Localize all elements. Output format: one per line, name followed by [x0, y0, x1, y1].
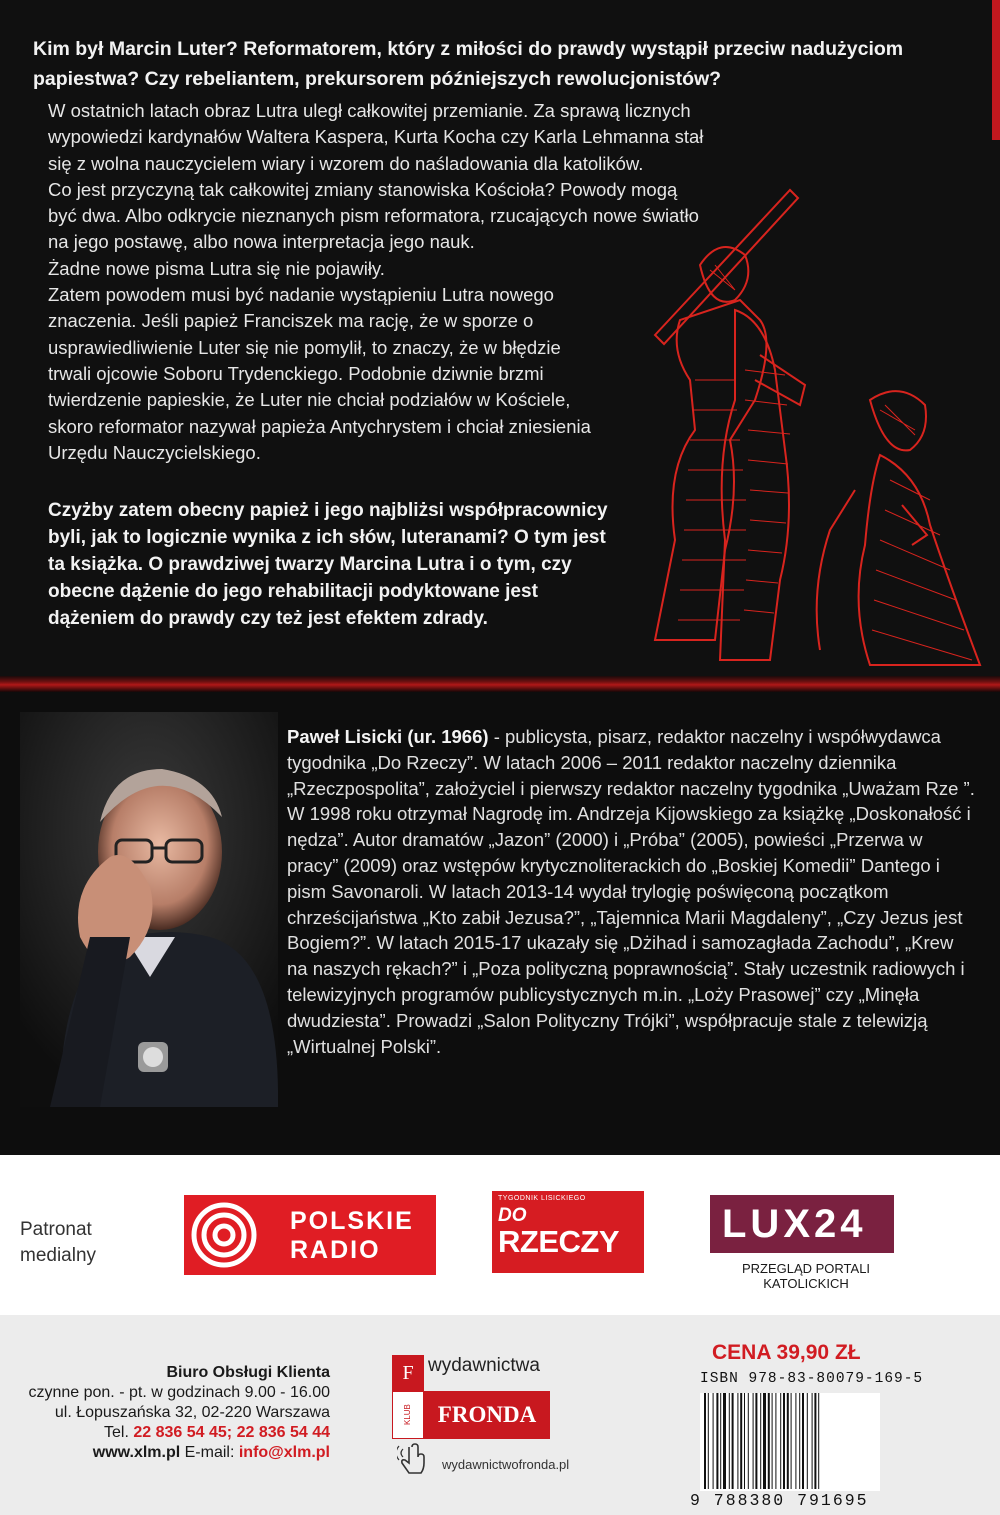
- barcode-bar: [753, 1393, 754, 1489]
- barcode-bar: [780, 1393, 781, 1489]
- book-description: [0, 0, 1000, 680]
- barcode-bar: [802, 1393, 804, 1489]
- section-separator: [0, 676, 1000, 692]
- barcode-bar: [783, 1393, 785, 1489]
- website-link[interactable]: www.xlm.pl: [92, 1444, 181, 1461]
- footer: [0, 1315, 1000, 1515]
- do-rzeczy-tagline: TYGODNIK LISICKIEGO: [498, 1195, 586, 1202]
- author-name: Paweł Lisicki (ur. 1966): [287, 726, 489, 747]
- barcode-bar: [787, 1393, 789, 1489]
- phone-label: Tel.: [104, 1424, 134, 1441]
- email-label: E-mail:: [180, 1444, 239, 1461]
- barcode-bar: [812, 1393, 813, 1489]
- author-photo: [20, 712, 278, 1107]
- do-rzeczy-do: DO: [498, 1205, 527, 1226]
- fronda-f-mark: F: [392, 1355, 424, 1391]
- barcode-bar: [748, 1393, 749, 1489]
- fronda-name: FRONDA: [424, 1391, 550, 1439]
- office-title: Biuro Obsługi Klienta: [166, 1364, 330, 1381]
- barcode-bar: [818, 1393, 819, 1489]
- pointing-hand-icon: [397, 1443, 427, 1479]
- radio-rings-icon: [184, 1195, 264, 1275]
- barcode-bar: [740, 1393, 742, 1489]
- closing-statement: Czyżby zatem obecny papież i jego najbliżsi współpracownicy byli, jak to logicznie wynika z ich słów, luteranami? O tym jest ta książka. O prawdziwej twarzy Marcina Lutra i o tym, czy obecne dążenie do jego rehabilitacji podyktowane jest dążeniem do prawdy czy też jest efektem zdrady.: [48, 500, 608, 629]
- paragraph: W ostatnich latach obraz Lutra uległ całkowitej przemianie. Za sprawą licznych wypowiedzi kardynałów Waltera Kaspera, Kurta Kocha czy Karla Lehmanna stał się z wolna nauczycielem wiary i wzorem do naśladowania dla katolików.: [48, 100, 704, 174]
- barcode: [700, 1393, 880, 1491]
- author-bio: [287, 724, 977, 1059]
- phone-numbers[interactable]: 22 836 54 45; 22 836 54 44: [133, 1424, 330, 1441]
- lux24-subtitle: PRZEGLĄD PORTALI KATOLICKICH: [741, 1261, 871, 1291]
- patron-label: [20, 1217, 130, 1269]
- barcode-bar: [704, 1393, 706, 1489]
- lux24-name: LUX24: [722, 1202, 867, 1246]
- isbn: ISBN 978-83-80079-169-5: [700, 1371, 924, 1387]
- barcode-bar: [732, 1393, 734, 1489]
- barcode-bar: [775, 1393, 776, 1489]
- customer-service: [2, 1363, 330, 1463]
- barcode-bar: [708, 1393, 709, 1489]
- polskie-radio-line: POLSKIE: [290, 1207, 414, 1235]
- barcode-bar: [799, 1393, 800, 1489]
- barcode-bar: [720, 1393, 721, 1489]
- polskie-radio-name: [290, 1207, 414, 1265]
- paragraph: Co jest przyczyną tak całkowitej zmiany stanowiska Kościoła? Powody mogą być dwa. Albo odkrycie nieznanych pism reformatora, rzucających nowe światło na jego postawę, albo nowa interpretacja jego nauk.: [48, 178, 699, 253]
- barcode-bar: [737, 1393, 738, 1489]
- barcode-bar: [768, 1393, 770, 1489]
- barcode-bar: [791, 1393, 792, 1489]
- description-body: [48, 98, 708, 466]
- do-rzeczy-rzeczy: RZECZY: [498, 1224, 619, 1259]
- polskie-radio-line: RADIO: [290, 1236, 381, 1264]
- patron-label-line: Patronat: [20, 1219, 92, 1240]
- barcode-bar: [729, 1393, 730, 1489]
- fronda-url[interactable]: wydawnictwofronda.pl: [442, 1457, 570, 1472]
- barcode-bar: [763, 1393, 766, 1489]
- price: CENA 39,90 ZŁ: [712, 1341, 861, 1364]
- office-web: [2, 1443, 330, 1463]
- media-patrons: [0, 1155, 1000, 1315]
- paragraph: Żadne nowe pisma Lutra się nie pojawiły.: [48, 257, 385, 279]
- barcode-bar: [713, 1393, 714, 1489]
- fronda-klub: KLUB: [392, 1391, 424, 1439]
- office-hours: czynne pon. - pt. w godzinach 9.00 - 16.00: [28, 1384, 330, 1401]
- author-section: [0, 692, 1000, 1150]
- patron-label-line: medialny: [20, 1245, 97, 1266]
- barcode-bar: [760, 1393, 761, 1489]
- barcode-digits: 9 788380 791695: [690, 1491, 869, 1510]
- barcode-bar: [755, 1393, 757, 1489]
- barcode-bar: [716, 1393, 718, 1489]
- barcode-bar: [807, 1393, 808, 1489]
- barcode-bar: [814, 1393, 816, 1489]
- barcode-bar: [795, 1393, 796, 1489]
- paragraph: Zatem powodem musi być nadanie wystąpieniu Lutra nowego znaczenia. Jeśli papież Franciszek ma rację, że w sporze o usprawiedliwienie Luter się nie pomylił, to znaczy, że w błędzie trwali ojcowie Soboru Trydenckiego. Podobnie dziwnie brzmi twierdzenie papieskie, że Luter nie chciał podziałów w Kościele, skoro reformator nazywał papieża Antychrystem i chciał zniesienia Urzędu Nauczycielskiego.: [48, 284, 591, 463]
- email-link[interactable]: info@xlm.pl: [238, 1444, 330, 1461]
- office-address: ul. Łopuszańska 32, 02-220 Warszawa: [54, 1404, 330, 1421]
- office-phone: [2, 1423, 330, 1443]
- barcode-bar: [723, 1393, 726, 1489]
- barcode-bar: [772, 1393, 773, 1489]
- fronda-wydawnictwa: wydawnictwa: [428, 1355, 540, 1376]
- lead-question: Kim był Marcin Luter? Reformatorem, który z miłości do prawdy wystąpił przeciw nadużyciom papiestwa? Czy rebeliantem, prekursorem późniejszych rewolucjonistów?: [33, 38, 904, 90]
- author-bio-text: - publicysta, pisarz, redaktor naczelny i współwydawca tygodnika „Do Rzeczy”. W latach 2006 – 2011 redaktor naczelny dziennika „Rzeczpospolita”, założyciel i pierwszy redaktor naczelny tygodnika „Uważam Rze ”. W 1998 roku otrzymał Nagrodę im. Andrzeja Kijowskiego za książkę „Doskonałość i nędza”. Autor dramatów „Jazon” (2000) i „Próba” (2005), powieści „Przerwa w pracy” (2009) oraz wstępów krytycznoliterackich do „Boskiej Komedii” Dantego i pism Savonaroli. W latach 2013-14 wydał trylogię poświęconą początkom chrześcijaństwa „Kto zabił Jezusa?”, „Tajemnica Marii Magdaleny”, „Czy Jezus jest Bogiem?”. W latach 2015-17 ukazały się „Dżihad i samozagłada Zachodu”, „Krew na naszych rękach?” i „Poza polityczną poprawnością”. Stały uczestnik radiowych i telewizyjnych programów publicystycznych m.in. „Loży Prasowej” czy „Minęła dwudziesta”. Prowadzi „Salon Polityczny Trójki”, współpracuje stale z telewizją „Wirtualnej Polski”.: [287, 726, 975, 1057]
- barcode-bar: [744, 1393, 745, 1489]
- fronda-logo: [392, 1333, 592, 1493]
